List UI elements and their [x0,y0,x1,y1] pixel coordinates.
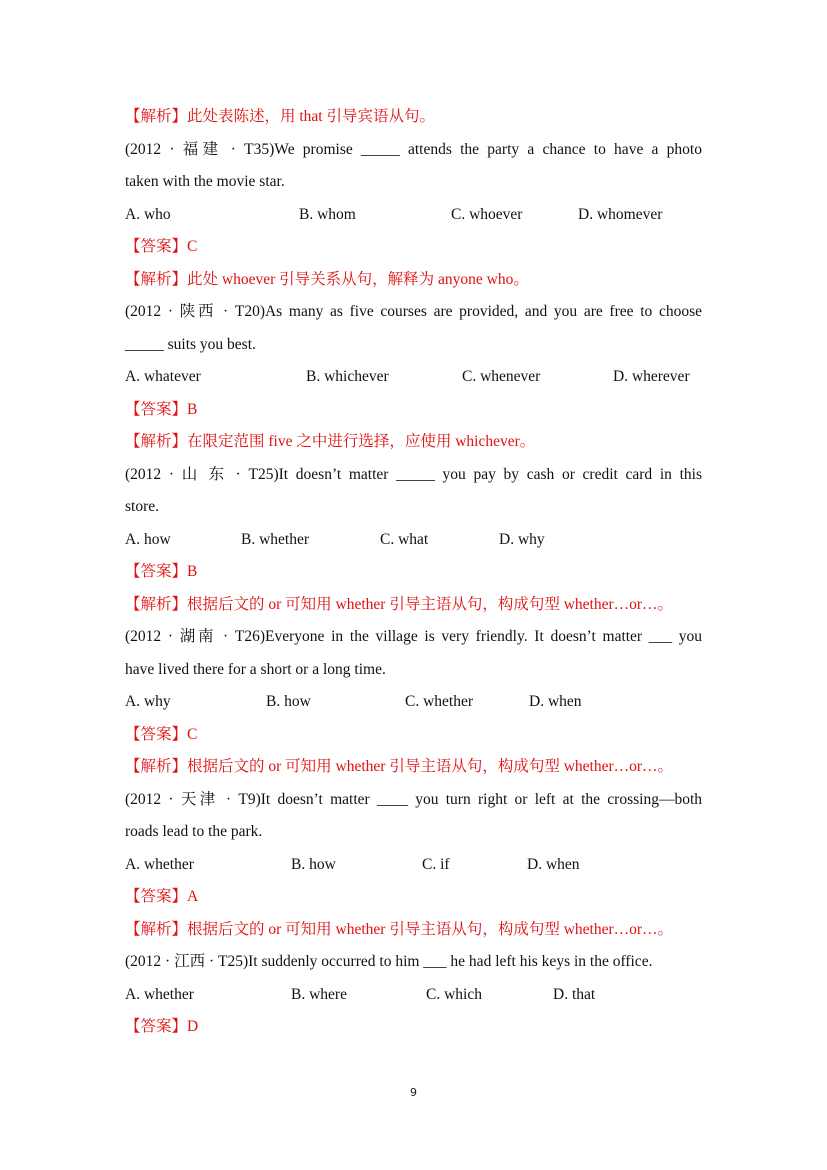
option-a: A. why [125,693,171,710]
option-b: B. where [291,985,347,1003]
question-text: (2012 · 陕西 · T20)As many as five courses are provided, and you are free to choose [125,303,702,320]
option-c: C. if [422,855,450,873]
question-text: (2012 · 湖南 · T26)Everyone in the village is very friendly. It doesn’t matter ___ you [125,628,702,645]
question-text: (2012 · 山 东 · T25)It doesn’t matter _____ you pay by cash or credit card in this [125,465,702,483]
document-body [125,101,702,1044]
option-d: D. why [499,530,545,548]
option-b: B. how [291,855,336,873]
question-text-cont: have lived there for a short or a long time. [125,660,386,678]
option-a: A. whether [125,985,194,1003]
question-text-cont: roads lead to the park. [125,823,263,840]
option-a: A. who [125,205,171,223]
analysis-line: 【解析】根据后文的 or 可知用 whether 引导主语从句，构成句型 whether…or…。 [125,758,674,775]
option-d: D. wherever [613,368,690,385]
analysis-line: 【解析】根据后文的 or 可知用 whether 引导主语从句，构成句型 whether…or…。 [125,920,674,938]
options-row [125,199,702,232]
answer-line: 【答案】B [125,400,198,418]
options-row [125,524,702,557]
option-c: C. which [426,985,482,1003]
question-text-cont: taken with the movie star. [125,173,285,190]
analysis-line: 【解析】此处表陈述，用 that 引导宾语从句。 [125,108,435,125]
option-a: A. how [125,530,171,548]
page-number: 9 [410,1086,417,1099]
analysis-line: 【解析】此处 whoever 引导关系从句，解释为 anyone who。 [125,270,529,288]
question-text: (2012 · 天津 · T9)It doesn’t matter ____ you turn right or left at the crossing—both [125,790,702,808]
option-d: D. when [529,693,582,710]
option-b: B. how [266,693,311,710]
option-a: A. whether [125,855,194,873]
option-a: A. whatever [125,368,201,385]
option-c: C. whoever [451,205,523,223]
option-d: D. whomever [578,205,663,223]
option-c: C. whenever [462,368,541,385]
options-row [125,849,702,882]
question-text-cont: store. [125,498,160,515]
option-b: B. whether [241,530,310,548]
options-row [125,361,702,394]
option-c: C. what [380,530,429,548]
option-d: D. that [553,985,596,1003]
analysis-line: 【解析】根据后文的 or 可知用 whether 引导主语从句，构成句型 whether…or…。 [125,595,674,613]
answer-line: 【答案】C [125,725,198,743]
question-text: (2012 · 江西 · T25)It suddenly occurred to him ___ he had left his keys in the office. [125,953,653,970]
option-c: C. whether [405,693,474,710]
answer-line: 【答案】B [125,563,198,580]
option-b: B. whichever [306,368,389,385]
analysis-line: 【解析】在限定范围 five 之中进行选择，应使用 whichever。 [125,433,536,450]
answer-line: 【答案】A [125,888,199,905]
question-text: (2012 · 福建 · T35)We promise _____ attends the party a chance to have a photo [125,140,702,158]
option-d: D. when [527,855,580,873]
option-b: B. whom [299,205,356,223]
question-text-cont: _____ suits you best. [125,335,256,353]
options-row [125,979,702,1012]
options-row [125,686,702,719]
answer-line: 【答案】C [125,238,198,255]
answer-line: 【答案】D [125,1018,199,1035]
